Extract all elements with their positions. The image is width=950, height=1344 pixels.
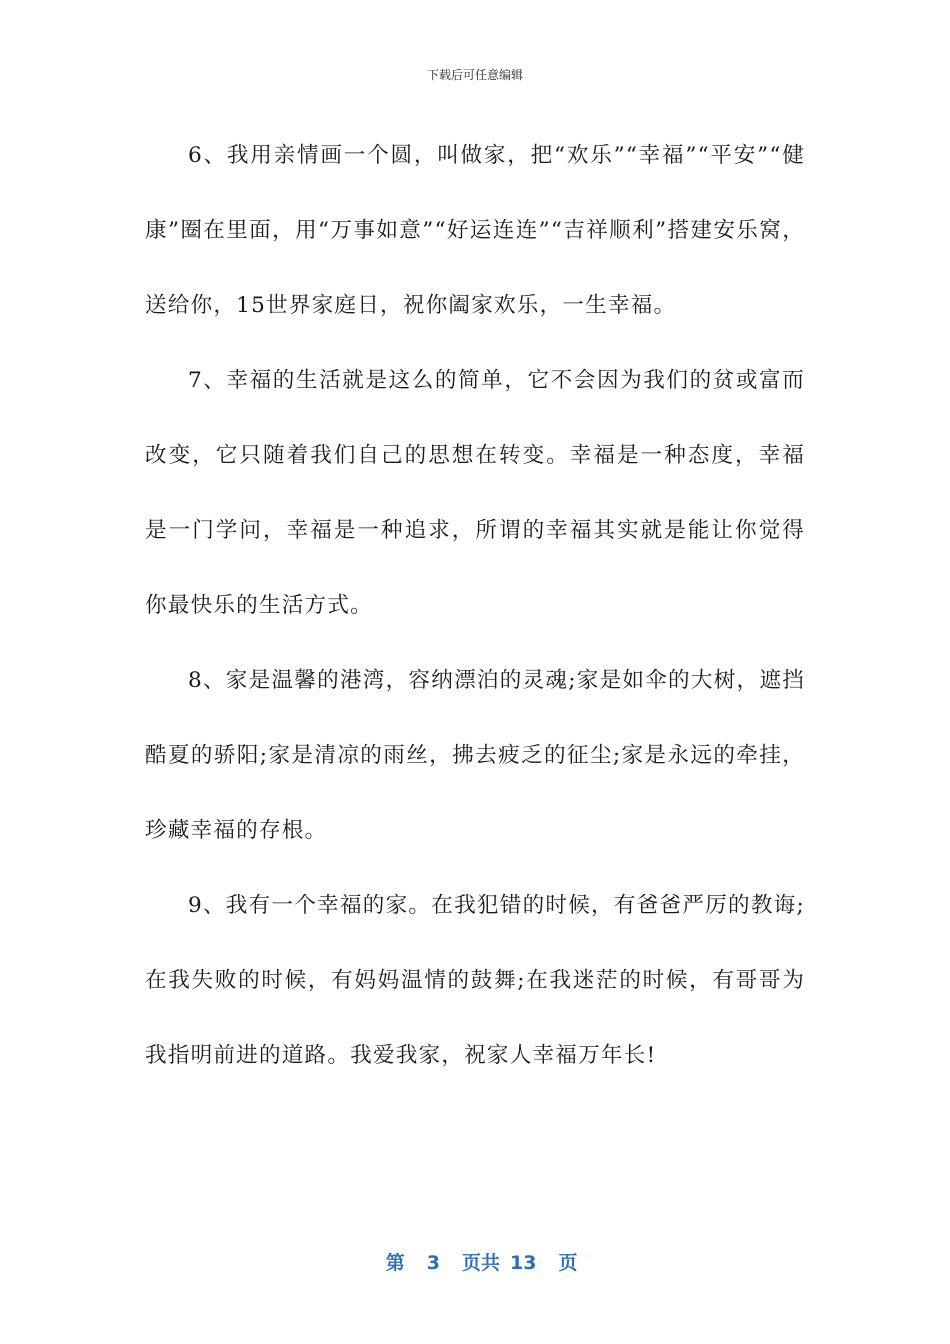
page-header: 下载后可任意编辑: [426, 68, 523, 82]
footer-suffix: 页: [558, 1252, 578, 1274]
footer-current-page: 3: [426, 1252, 440, 1274]
paragraph-7: 7、幸福的生活就是这么的简单，它不会因为我们的贫或富而改变，它只随着我们自己的思想在转变。幸福是一种态度，幸福是一门学问，幸福是一种追求，所谓的幸福其实就是能让你觉得你最快乐的生活方式。: [145, 368, 805, 618]
page-footer: [0, 1226, 950, 1275]
paragraph-6: 6、我用亲情画一个圆，叫做家，把“欢乐”“幸福”“平安”“健康”圈在里面，用“万事如意”“好运连连”“吉祥顺利”搭建安乐窝，送给你，15世界家庭日，祝你阖家欢乐，一生幸福。: [145, 143, 805, 318]
footer-prefix: 第: [385, 1252, 405, 1274]
footer-middle: 页共: [462, 1252, 501, 1274]
paragraph-9: 9、我有一个幸福的家。在我犯错的时候，有爸爸严厉的教诲;在我失败的时候，有妈妈温情的鼓舞;在我迷茫的时候，有哥哥为我指明前进的道路。我爱我家，祝家人幸福万年长!: [145, 893, 805, 1068]
document-body: [145, 118, 805, 1093]
paragraph-8: 8、家是温馨的港湾，容纳漂泊的灵魂;家是如伞的大树，遮挡酷夏的骄阳;家是清凉的雨丝，拂去疲乏的征尘;家是永远的牵挂，珍藏幸福的存根。: [145, 668, 805, 843]
footer-total-pages: 13: [510, 1252, 537, 1274]
